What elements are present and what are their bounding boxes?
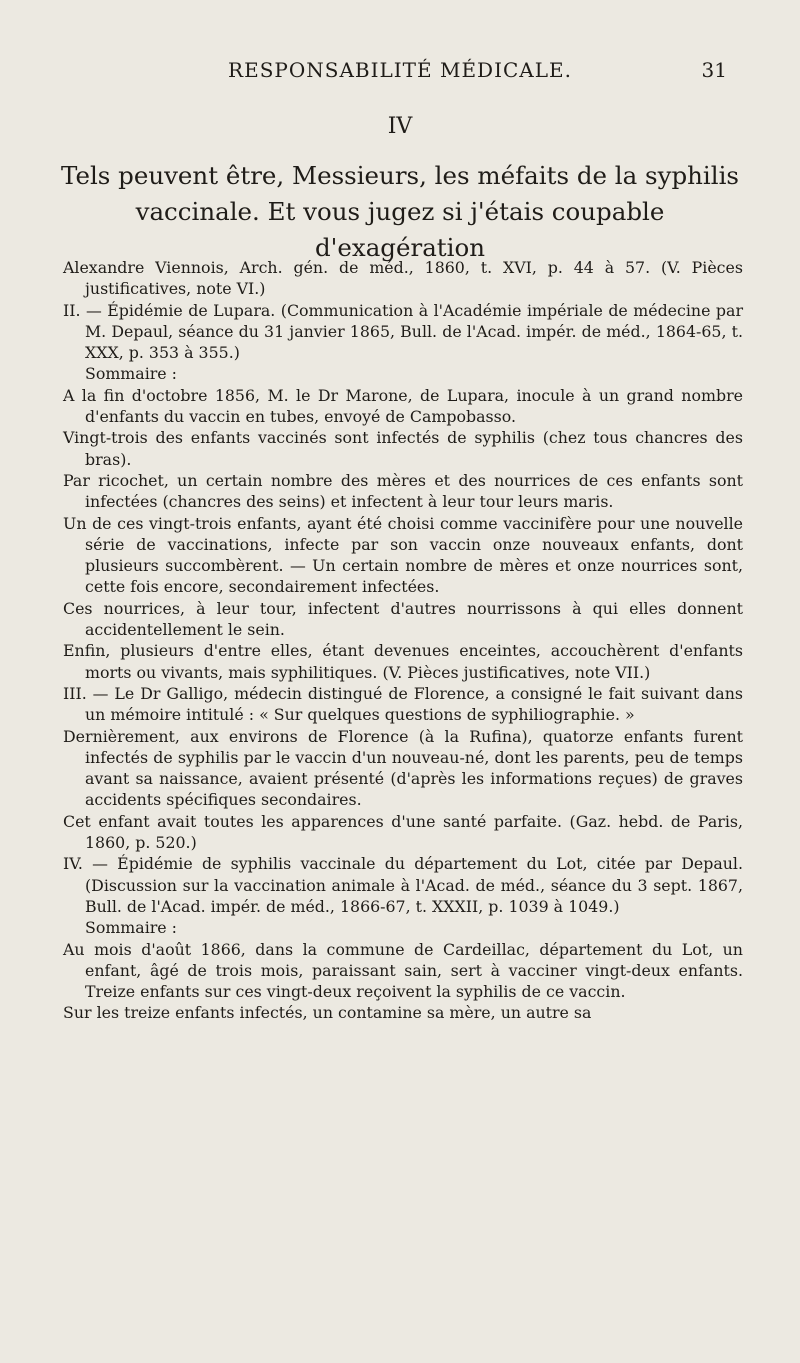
paragraph: Sur les treize enfants infectés, un contamine sa mère, un autre sa: [63, 1003, 592, 1023]
paragraph: Par ricochet, un certain nombre des mères et des nourrices de ces enfants sont infectées (chancres des seins) et infectent à leur tour leurs maris.: [63, 470, 743, 512]
paragraph: Dernièrement, aux environs de Florence (à la Rufina), quatorze enfants furent infectés de syphilis par le vaccin d'un nouveau-né, dont les parents, peu de temps avant sa naissance, avaient présenté (d'après les informations reçues) de graves accidents spécifiques secondaires.: [63, 726, 743, 810]
paragraph-galligo: III. — Le Dr Galligo, médecin distingué de Florence, a consigné le fait suivant dans un mémoire intitulé : « Sur quelques questions de syphiliographie. »: [63, 683, 743, 725]
running-head: [0, 58, 800, 88]
paragraph: Enfin, plusieurs d'entre elles, étant devenues enceintes, accouchèrent d'enfants morts ou vivants, mais syphilitiques. (V. Pièces justificatives, note VII.): [63, 641, 743, 682]
heading-line-2: vaccinale. Et vous jugez si j'étais coupable d'exagération: [135, 197, 665, 262]
body-text: [63, 257, 743, 1024]
section-number: IV: [387, 114, 413, 139]
paragraph-epidemic-lot: IV. — Épidémie de syphilis vaccinale du département du Lot, citée par Depaul. (Discussion sur la vaccination animale à l'Acad. de méd., séance du 3 sept. 1867, Bull. de l'Acad. impér. de méd., 1866-67, t. XXXII, p. 1039 à 1049.): [63, 854, 743, 916]
paragraph: Vingt-trois des enfants vaccinés sont infectés de syphilis (chez tous chancres des bras).: [63, 428, 743, 469]
paragraph: Ces nourrices, à leur tour, infectent d'autres nourrissons à qui elles donnent accidentellement le sein.: [63, 598, 743, 640]
page-number: 31: [701, 58, 727, 82]
paragraph: Un de ces vingt-trois enfants, ayant été choisi comme vaccinifère pour une nouvelle série de vaccinations, infecte par son vaccin onze nouveaux enfants, dont plusieurs succombèrent. — Un certain nombre de mères et onze nourrices sont, cette fois encore, secondairement infectées.: [63, 513, 743, 597]
paragraph-epidemic-lupara: II. — Épidémie de Lupara. (Communication à l'Académie impériale de médecine par M. Depaul, séance du 31 janvier 1865, Bull. de l'Acad. impér. de méd., 1864-65, t. XXX, p. 353 à 355.): [63, 300, 743, 363]
running-title: RESPONSABILITÉ MÉDICALE.: [228, 58, 572, 82]
paragraph: Cet enfant avait toutes les apparences d'une santé parfaite. (Gaz. hebd. de Paris, 1860, p. 520.): [63, 811, 743, 853]
paragraph: Au mois d'août 1866, dans la commune de Cardeillac, département du Lot, un enfant, âgé de trois mois, paraissant sain, sert à vacciner vingt-deux enfants. Treize enfants sur ces vingt-deux reçoivent la syphilis de ce vaccin.: [63, 939, 743, 1002]
paragraph-reference-viennois: Alexandre Viennois, Arch. gén. de méd., 1860, t. XVI, p. 44 à 57. (V. Pièces justificatives, note VI.): [63, 258, 743, 299]
heading-line-1: Tels peuvent être, Messieurs, les méfaits de la syphilis: [61, 161, 739, 190]
summary-label: Sommaire :: [85, 364, 178, 384]
section-heading: [60, 158, 740, 266]
summary-label: Sommaire :: [85, 918, 178, 938]
paragraph: A la fin d'octobre 1856, M. le Dr Marone, de Lupara, inocule à un grand nombre d'enfants du vaccin en tubes, envoyé de Campobasso.: [63, 385, 743, 427]
